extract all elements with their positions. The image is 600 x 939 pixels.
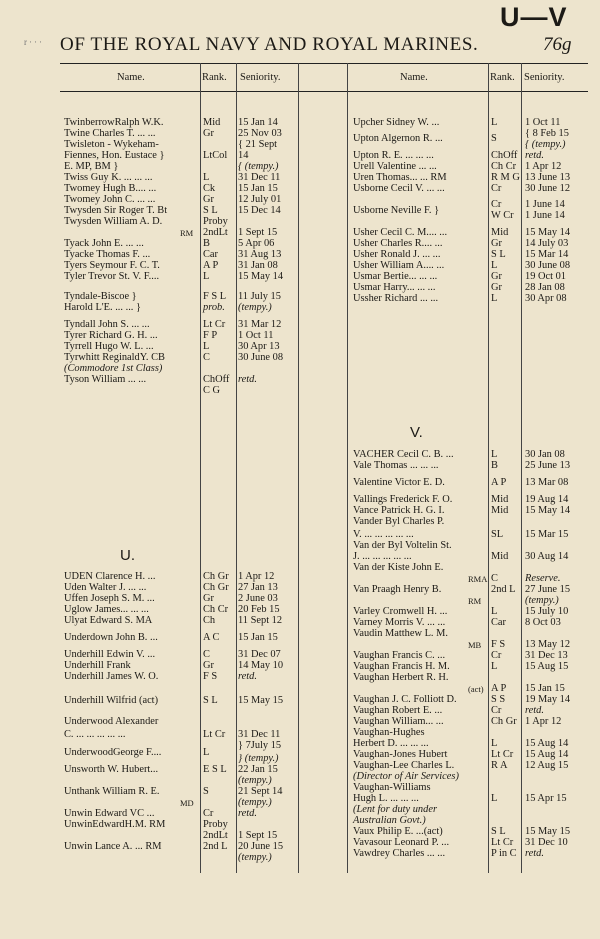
entry-seniority: 25 Nov 03: [238, 128, 282, 139]
entry-seniority: retd.: [238, 374, 257, 385]
entry-seniority: 1 Apr 12: [525, 161, 562, 172]
entry-rank: Mid: [491, 505, 509, 516]
entry-seniority: 21 Sept 14: [238, 786, 283, 797]
col-name-left: Name.: [117, 72, 145, 83]
entry-rank: L: [491, 260, 498, 271]
entry-rank: Ch Cr: [203, 604, 229, 615]
entry-name: Vaughan Francis C. ...: [353, 650, 446, 661]
entry-rank: Car: [491, 617, 507, 628]
entry-name: Upton R. E. ... ... ...: [353, 150, 434, 161]
entry-name: Vallings Frederick F. O.: [353, 494, 453, 505]
entry-rank: Ch: [203, 615, 216, 626]
entry-name: Underhill James W. O.: [64, 671, 159, 682]
entry-name: MD: [180, 798, 194, 808]
entry-name: Van der Byl Voltelin St.: [353, 540, 452, 551]
entry-rank: Mid: [203, 117, 221, 128]
entry-seniority: 19 Oct 01: [525, 271, 566, 282]
entry-name: Vaughan J. C. Folliott D.: [353, 694, 457, 705]
entry-name: Van Praagh Henry B.: [353, 584, 442, 595]
entry-name: MB: [468, 640, 482, 650]
entry-seniority: 27 Jan 13: [238, 582, 278, 593]
entry-seniority: 30 Apr 13: [238, 341, 280, 352]
entry-seniority: 20 June 15: [238, 841, 284, 852]
entry-name: Vaux Philip E. ...(act): [353, 826, 443, 837]
entry-seniority: (tempy.): [238, 797, 272, 808]
entry-rank: Gr: [203, 660, 214, 671]
entry-seniority: 19 Aug 14: [525, 494, 569, 505]
entry-seniority: 15 Aug 14: [525, 738, 569, 749]
entry-name: Underwood Alexander: [64, 716, 159, 727]
entry-seniority: 15 Dec 14: [238, 205, 281, 216]
entry-name: Vander Byl Charles P.: [353, 516, 445, 527]
entry-rank: L: [491, 793, 498, 804]
entry-seniority: 27 June 15: [525, 584, 571, 595]
entry-seniority: 15 May 15: [238, 695, 284, 706]
entry-name: Twomey John C. ... ...: [64, 194, 156, 205]
entry-name: Vaudin Matthew L. M.: [353, 628, 448, 639]
entry-name: (act): [468, 684, 484, 694]
entry-seniority: 14 July 03: [525, 238, 569, 249]
entry-name: Usborne Cecil V. ... ...: [353, 183, 445, 194]
entry-seniority: 19 May 14: [525, 694, 571, 705]
entry-name: Tyler Trevor St. V. F....: [64, 271, 160, 282]
entry-rank: F S L: [203, 291, 227, 302]
entry-name: Varley Cromwell H. ...: [353, 606, 448, 617]
entry-seniority: 15 Mar 14: [525, 249, 569, 260]
entry-seniority: 30 June 12: [525, 183, 571, 194]
entry-rank: S: [491, 133, 497, 144]
entry-name: Ussher Richard ... ...: [353, 293, 439, 304]
entry-rank: Gr: [203, 194, 214, 205]
entry-name: UnderwoodGeorge F....: [64, 747, 162, 758]
entry-name: C. ... ... ... ... ...: [64, 729, 126, 740]
entry-name: Unthank William R. E.: [64, 786, 160, 797]
entry-name: Usmar Bertie... ... ...: [353, 271, 438, 282]
entry-rank: A P: [491, 683, 507, 694]
entry-rank: 2nd L: [491, 584, 516, 595]
entry-name: Vaughan Herbert R. H.: [353, 672, 449, 683]
entry-rank: Lt Cr: [203, 729, 226, 740]
entry-rank: Gr: [203, 593, 214, 604]
entry-rank: prob.: [203, 302, 225, 313]
entry-rank: Cr: [491, 183, 502, 194]
entry-rank: Ch Cr: [491, 161, 517, 172]
col-seniority-left: Seniority.: [240, 72, 281, 83]
entry-rank: S L: [203, 205, 218, 216]
entry-name: Twomey Hugh B.... ...: [64, 183, 157, 194]
entry-seniority: (tempy.): [238, 775, 272, 786]
entry-seniority: 31 Dec 11: [238, 172, 281, 183]
entry-name: RM: [468, 596, 482, 606]
column-divider: [236, 63, 237, 873]
entry-name: Underhill Wilfrid (act): [64, 695, 159, 706]
entry-rank: S L: [491, 826, 506, 837]
entry-rank: L: [203, 341, 210, 352]
entry-seniority: 1 Oct 11: [525, 117, 561, 128]
entry-name: Tyndale-Biscoe }: [64, 291, 137, 302]
entry-seniority: 31 Dec 07: [238, 649, 281, 660]
page-title: OF THE ROYAL NAVY AND ROYAL MARINES.: [60, 34, 479, 55]
entry-rank: ChOff: [203, 374, 230, 385]
entry-seniority: 2 June 03: [238, 593, 278, 604]
entry-rank: Ch Gr: [203, 571, 229, 582]
entry-seniority: 31 Dec 10: [525, 837, 568, 848]
entry-rank: L: [491, 449, 498, 460]
entry-name: Vance Patrick H. G. I.: [353, 505, 445, 516]
entry-name: Fiennes, Hon. Eustace }: [64, 150, 165, 161]
entry-seniority: { 8 Feb 15: [525, 128, 569, 139]
entry-rank: Lt Cr: [491, 837, 514, 848]
entry-seniority: } (tempy.): [238, 753, 279, 764]
entry-rank: R A: [491, 760, 508, 771]
entry-seniority: 14: [238, 150, 249, 161]
entry-name: Harold L'E. ... ... }: [64, 302, 141, 313]
entry-seniority: 1 Apr 12: [525, 716, 562, 727]
entry-rank: C: [203, 352, 210, 363]
entry-seniority: 1 June 14: [525, 199, 565, 210]
entry-rank: L: [203, 271, 210, 282]
entry-rank: S L: [203, 695, 218, 706]
entry-name: Usmar Harry... ... ...: [353, 282, 436, 293]
entry-name: V. ... ... ... ... ...: [353, 529, 414, 540]
entry-seniority: { 21 Sept: [238, 139, 278, 150]
entry-rank: A P: [491, 477, 507, 488]
entry-name: Twysden Sir Roger T. Bt: [64, 205, 168, 216]
column-divider: [200, 63, 201, 873]
entry-name: Tyrrell Hugo W. L. ...: [64, 341, 154, 352]
entry-rank: L: [491, 661, 498, 672]
entry-name: (Commodore 1st Class): [64, 363, 163, 374]
page-number: 76g: [543, 34, 572, 55]
entry-name: J. ... ... ... ... ...: [353, 551, 412, 562]
entry-rank: Gr: [491, 238, 502, 249]
entry-rank: F S: [491, 639, 506, 650]
entry-name: Vawdrey Charles ... ...: [353, 848, 446, 859]
entry-name: Twysden William A. D.: [64, 216, 163, 227]
entry-seniority: retd.: [238, 808, 257, 819]
col-rank-left: Rank.: [202, 72, 227, 83]
entry-seniority: Reserve.: [525, 573, 561, 584]
page-letters: U—V: [500, 2, 568, 32]
entry-rank: L: [491, 293, 498, 304]
entry-rank: B: [491, 460, 498, 471]
entry-seniority: retd.: [525, 848, 544, 859]
entry-name: Unsworth W. Hubert...: [64, 764, 159, 775]
entry-name: Usborne Neville F. }: [353, 205, 440, 216]
entry-rank: Mid: [491, 551, 509, 562]
entry-name: Varney Morris V. ... ...: [353, 617, 446, 628]
entry-seniority: 15 May 15: [525, 826, 571, 837]
entry-name: Uren Thomas... ... RM: [353, 172, 447, 183]
entry-rank: S: [203, 786, 209, 797]
entry-name: Tyers Seymour F. C. T.: [64, 260, 160, 271]
entry-seniority: 15 Jan 15: [238, 632, 278, 643]
entry-name: RMA: [468, 574, 488, 584]
entry-name: Tyson William ... ...: [64, 374, 147, 385]
entry-seniority: 8 Oct 03: [525, 617, 561, 628]
entry-name: Vaughan-Williams: [353, 782, 431, 793]
entry-seniority: 11 Sept 12: [238, 615, 283, 626]
column-divider: [347, 63, 348, 873]
entry-rank: C G: [203, 385, 221, 396]
entry-seniority: 31 Dec 13: [525, 650, 568, 661]
entry-seniority: 1 Sept 15: [238, 830, 278, 841]
entry-name: UnwinEdwardH.M. RM: [64, 819, 166, 830]
entry-name: Twine Charles T. ... ...: [64, 128, 156, 139]
entry-name: Vavasour Leonard P. ...: [353, 837, 450, 848]
entry-rank: Proby: [203, 819, 228, 830]
entry-seniority: 1 Apr 12: [238, 571, 275, 582]
entry-seniority: 14 May 10: [238, 660, 284, 671]
entry-name: Uden Walter J. ... ...: [64, 582, 147, 593]
entry-rank: Lt Cr: [203, 319, 226, 330]
header-mark: r···: [24, 37, 44, 47]
entry-name: Vaughan William... ...: [353, 716, 444, 727]
entry-rank: Gr: [491, 271, 502, 282]
col-rank-right: Rank.: [490, 72, 515, 83]
entry-seniority: retd.: [238, 671, 257, 682]
entry-rank: ChOff: [491, 150, 518, 161]
entry-seniority: 15 Mar 15: [525, 529, 569, 540]
entry-name: Underhill Edwin V. ...: [64, 649, 156, 660]
entry-seniority: 12 Aug 15: [525, 760, 569, 771]
entry-seniority: { (tempy.): [525, 139, 566, 150]
entry-rank: Ch Gr: [203, 582, 229, 593]
entry-seniority: (tempy.): [525, 595, 559, 606]
entry-name: TwinberrowRalph W.K.: [64, 117, 164, 128]
entry-seniority: 15 May 14: [238, 271, 284, 282]
entry-name: Upton Algernon R. ...: [353, 133, 443, 144]
entry-rank: 2nd L: [203, 841, 228, 852]
entry-seniority: 20 Feb 15: [238, 604, 280, 615]
entry-name: Twisleton - Wykeham-: [64, 139, 159, 150]
entry-seniority: 13 June 13: [525, 172, 571, 183]
entry-name: Australian Govt.): [353, 815, 426, 826]
entry-rank: Ck: [203, 183, 216, 194]
entry-seniority: 15 Aug 15: [525, 661, 569, 672]
entry-rank: Car: [203, 249, 219, 260]
entry-name: Urell Valentine ... ...: [353, 161, 437, 172]
entry-rank: L: [491, 738, 498, 749]
entry-seniority: retd.: [525, 705, 544, 716]
entry-name: RM: [180, 228, 194, 238]
entry-rank: L: [203, 172, 210, 183]
entry-rank: Cr: [491, 705, 502, 716]
entry-rank: B: [203, 238, 210, 249]
entry-rank: F S: [203, 671, 218, 682]
entry-name: Tyack John E. ... ...: [64, 238, 144, 249]
entry-name: Hugh L. ... ... ...: [353, 793, 419, 804]
column-divider: [488, 63, 489, 873]
top-rule: [60, 63, 588, 64]
entry-rank: W Cr: [491, 210, 514, 221]
entry-seniority: 15 Jan 15: [238, 183, 278, 194]
entry-rank: LtCol: [203, 150, 228, 161]
entry-seniority: 15 Aug 14: [525, 749, 569, 760]
entry-name: Unwin Edward VC ...: [64, 808, 155, 819]
entry-rank: 2ndLt: [203, 830, 228, 841]
entry-rank: S L: [491, 249, 506, 260]
entry-rank: C: [203, 649, 210, 660]
entry-rank: Lt Cr: [491, 749, 514, 760]
entry-seniority: 31 Jan 08: [238, 260, 278, 271]
entry-name: Usher Cecil C. M.... ...: [353, 227, 448, 238]
entry-rank: L: [491, 117, 498, 128]
entry-rank: Cr: [491, 650, 502, 661]
column-divider: [298, 63, 299, 873]
entry-name: Underhill Frank: [64, 660, 131, 671]
entry-seniority: (tempy.): [238, 852, 272, 863]
entry-rank: Gr: [491, 282, 502, 293]
entry-seniority: 13 Mar 08: [525, 477, 569, 488]
entry-seniority: 30 June 08: [525, 260, 571, 271]
entry-rank: A P: [203, 260, 219, 271]
entry-name: Vaughan Francis H. M.: [353, 661, 450, 672]
entry-seniority: 13 May 12: [525, 639, 571, 650]
entry-name: Van der Kiste John E.: [353, 562, 444, 573]
entry-name: Tyrer Richard G. H. ...: [64, 330, 158, 341]
entry-seniority: 31 Mar 12: [238, 319, 282, 330]
entry-name: Herbert D. ... ... ...: [353, 738, 429, 749]
entry-name: E. MP, BM }: [64, 161, 119, 172]
entry-seniority: 1 Oct 11: [238, 330, 274, 341]
col-name-right: Name.: [400, 72, 428, 83]
entry-seniority: 15 July 10: [525, 606, 569, 617]
entry-rank: Proby: [203, 216, 228, 227]
entry-seniority: 1 Sept 15: [238, 227, 278, 238]
entry-name: (Lent for duty under: [353, 804, 437, 815]
entry-seniority: 28 Jan 08: [525, 282, 565, 293]
entry-name: Usher Ronald J. ... ...: [353, 249, 441, 260]
entry-rank: Mid: [491, 494, 509, 505]
entry-name: Twiss Guy K. ... ... ...: [64, 172, 153, 183]
entry-name: Tyndall John S. ... ...: [64, 319, 150, 330]
entry-rank: A C: [203, 632, 220, 643]
entry-seniority: 15 Jan 14: [238, 117, 278, 128]
entry-seniority: 12 July 01: [238, 194, 282, 205]
head-rule: [60, 91, 588, 92]
section-u: U.: [120, 547, 135, 564]
entry-name: Tyacke Thomas F. ...: [64, 249, 151, 260]
entry-name: Vaughan-Lee Charles L.: [353, 760, 455, 771]
entry-seniority: 5 Apr 06: [238, 238, 275, 249]
entry-rank: Gr: [203, 128, 214, 139]
entry-name: Underdown John B. ...: [64, 632, 158, 643]
entry-name: Vaughan-Hughes: [353, 727, 425, 738]
entry-seniority: 30 Apr 08: [525, 293, 567, 304]
entry-seniority: } 7July 15: [238, 740, 282, 751]
entry-name: Uffen Joseph S. M. ...: [64, 593, 155, 604]
entry-name: Unwin Lance A. ... RM: [64, 841, 162, 852]
entry-seniority: { (tempy.): [238, 161, 279, 172]
entry-rank: SL: [491, 529, 504, 540]
entry-name: (Director of Air Services): [353, 771, 459, 782]
entry-seniority: (tempy.): [238, 302, 272, 313]
entry-rank: S S: [491, 694, 506, 705]
entry-name: UDEN Clarence H. ...: [64, 571, 156, 582]
entry-name: Vaughan Robert E. ...: [353, 705, 443, 716]
entry-seniority: 22 Jan 15: [238, 764, 278, 775]
entry-name: VACHER Cecil C. B. ...: [353, 449, 454, 460]
entry-seniority: 31 Aug 13: [238, 249, 282, 260]
entry-rank: P in C: [491, 848, 517, 859]
entry-rank: Cr: [203, 808, 214, 819]
col-seniority-right: Seniority.: [524, 72, 565, 83]
entry-rank: 2ndLt: [203, 227, 228, 238]
entry-seniority: 11 July 15: [238, 291, 281, 302]
entry-seniority: 31 Dec 11: [238, 729, 281, 740]
entry-name: Upcher Sidney W. ...: [353, 117, 440, 128]
entry-seniority: 15 May 14: [525, 505, 571, 516]
entry-seniority: 30 Jan 08: [525, 449, 565, 460]
entry-rank: C: [491, 573, 498, 584]
column-divider: [521, 63, 522, 873]
entry-rank: L: [203, 747, 210, 758]
entry-name: Vaughan-Jones Hubert: [353, 749, 448, 760]
section-v: V.: [410, 424, 423, 441]
entry-name: Valentine Victor E. D.: [353, 477, 445, 488]
entry-name: Uglow James... ... ...: [64, 604, 149, 615]
entry-name: Ulyat Edward S. MA: [64, 615, 153, 626]
entry-name: Usher William A.... ...: [353, 260, 445, 271]
entry-rank: Ch Gr: [491, 716, 517, 727]
entry-name: Vale Thomas ... ... ...: [353, 460, 439, 471]
entry-seniority: retd.: [525, 150, 544, 161]
entry-seniority: 30 Aug 14: [525, 551, 569, 562]
entry-seniority: 15 Jan 15: [525, 683, 565, 694]
entry-rank: F P: [203, 330, 218, 341]
entry-seniority: 1 June 14: [525, 210, 565, 221]
entry-name: Tyrwhitt ReginaldY. CB: [64, 352, 165, 363]
entry-name: Usher Charles R.... ...: [353, 238, 443, 249]
entry-rank: R M G: [491, 172, 520, 183]
entry-rank: Mid: [491, 227, 509, 238]
entry-rank: E S L: [203, 764, 227, 775]
entry-rank: Cr: [491, 199, 502, 210]
entry-seniority: 15 Apr 15: [525, 793, 567, 804]
entry-seniority: 15 May 14: [525, 227, 571, 238]
entry-rank: L: [491, 606, 498, 617]
entry-seniority: 25 June 13: [525, 460, 571, 471]
entry-seniority: 30 June 08: [238, 352, 284, 363]
